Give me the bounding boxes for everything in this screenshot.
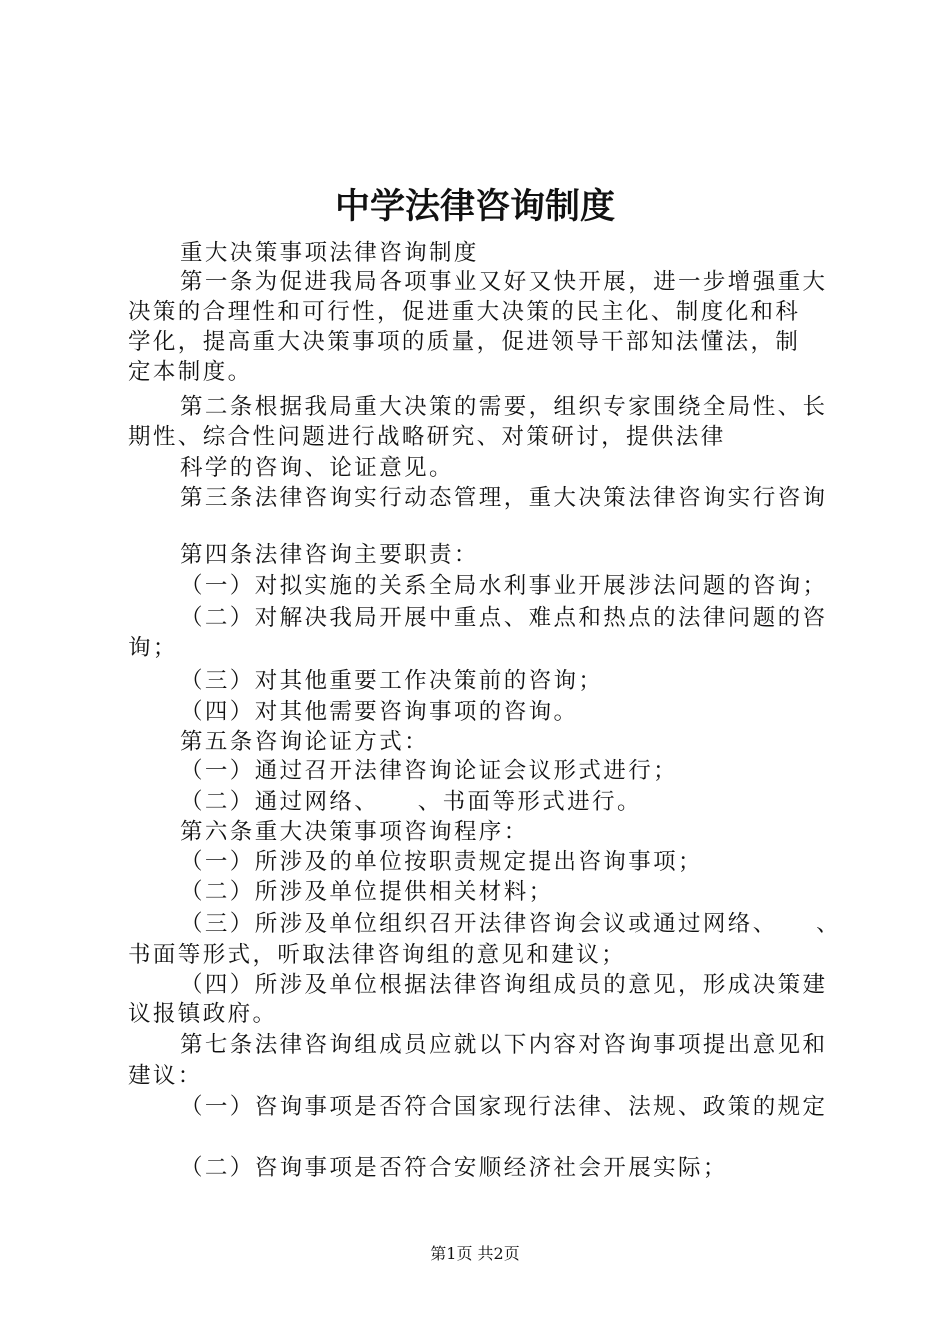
text-line: （一）所涉及的单位按职责规定提出咨询事项； <box>180 849 703 875</box>
text-line: （三）所涉及单位组织召开法律咨询会议或通过网络、 、 <box>180 911 842 937</box>
text-line: 决策的合理性和可行性，促进重大决策的民主化、制度化和科 <box>128 299 801 325</box>
text-line: （一）咨询事项是否符合国家现行法律、法规、政策的规定 <box>180 1094 828 1120</box>
text-line: （四）对其他需要咨询事项的咨询。 <box>180 699 579 725</box>
text-line: 建议： <box>128 1063 203 1089</box>
text-line: 第一条为促进我局各项事业又好又快开展，进一步增强重大 <box>180 269 828 295</box>
text-line: （二）通过网络、 、书面等形式进行。 <box>180 789 642 815</box>
text-line: （二）咨询事项是否符合安顺经济社会开展实际； <box>180 1155 728 1181</box>
text-line: 第五条咨询论证方式： <box>180 729 430 755</box>
text-line: 议报镇政府。 <box>128 1001 278 1027</box>
text-line: 书面等形式，听取法律咨询组的意见和建议； <box>128 942 627 968</box>
text-line: （四）所涉及单位根据法律咨询组成员的意见，形成决策建 <box>180 972 828 998</box>
text-line: 第四条法律咨询主要职责： <box>180 542 479 568</box>
page-footer: 第1页 共2页 <box>430 1244 520 1263</box>
text-line: 第二条根据我局重大决策的需要，组织专家围绕全局性、长 <box>180 394 828 420</box>
text-line: （三）对其他重要工作决策前的咨询； <box>180 668 604 694</box>
document-title: 中学法律咨询制度 <box>334 186 615 227</box>
text-line: 第三条法律咨询实行动态管理，重大决策法律咨询实行咨询 <box>180 485 828 511</box>
text-line: （二）对解决我局开展中重点、难点和热点的法律问题的咨 <box>180 605 828 631</box>
text-line: 学化，提高重大决策事项的质量，促进领导干部知法懂法，制 <box>128 329 801 355</box>
text-line: 重大决策事项法律咨询制度 <box>180 240 479 266</box>
text-line: 询； <box>128 635 178 661</box>
text-line: 科学的咨询、论证意见。 <box>180 455 454 481</box>
text-line: （一）对拟实施的关系全局水利事业开展涉法问题的咨询； <box>180 573 828 599</box>
text-line: （二）所涉及单位提供相关材料； <box>180 879 554 905</box>
text-line: （一）通过召开法律咨询论证会议形式进行； <box>180 758 679 784</box>
text-line: 定本制度。 <box>128 359 253 385</box>
text-line: 期性、综合性问题进行战略研究、对策研讨，提供法律 <box>128 424 726 450</box>
text-line: 第七条法律咨询组成员应就以下内容对咨询事项提出意见和 <box>180 1032 828 1058</box>
text-line: 第六条重大决策事项咨询程序： <box>180 819 529 845</box>
